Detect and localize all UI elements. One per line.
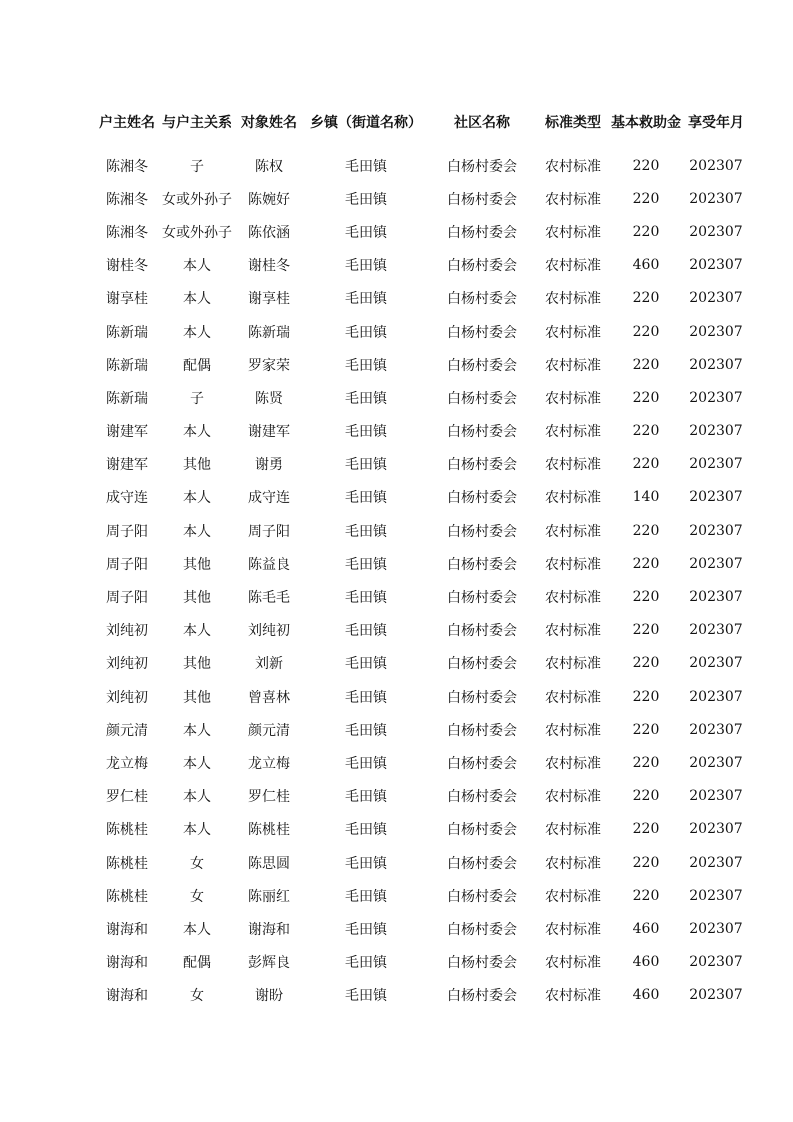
cell-community: 白杨村委会: [447, 390, 517, 407]
cell-recipient-name: 刘新: [255, 656, 283, 673]
table-header-row: [92, 97, 748, 149]
cell-basic-relief: 220: [632, 223, 660, 240]
cell-recipient-name: 陈权: [255, 158, 283, 175]
cell-township: 毛田镇: [345, 755, 387, 772]
cell-basic-relief: 220: [632, 157, 660, 174]
cell-standard-type: 农村标准: [545, 258, 601, 275]
cell-relation: 本人: [183, 523, 211, 540]
cell-standard-type: 农村标准: [545, 424, 601, 441]
cell-community: 白杨村委会: [447, 656, 517, 673]
cell-period: 202307: [689, 854, 743, 871]
cell-standard-type: 农村标准: [545, 955, 601, 972]
cell-standard-type: 农村标准: [545, 888, 601, 905]
cell-township: 毛田镇: [345, 988, 387, 1005]
cell-household-head: 陈新瑞: [106, 324, 148, 341]
cell-basic-relief: 220: [632, 423, 660, 440]
cell-period: 202307: [689, 954, 743, 971]
cell-relation: 本人: [183, 789, 211, 806]
cell-basic-relief: 220: [632, 589, 660, 606]
cell-relation: 其他: [183, 590, 211, 607]
header-community: 社区名称: [454, 115, 510, 131]
cell-relation: 配偶: [183, 357, 211, 374]
cell-household-head: 陈桃桂: [106, 888, 148, 905]
cell-standard-type: 农村标准: [545, 822, 601, 839]
cell-relation: 女: [190, 988, 204, 1005]
cell-basic-relief: 220: [632, 887, 660, 904]
cell-standard-type: 农村标准: [545, 324, 601, 341]
cell-household-head: 陈桃桂: [106, 855, 148, 872]
cell-township: 毛田镇: [345, 191, 387, 208]
cell-basic-relief: 460: [632, 920, 660, 937]
cell-standard-type: 农村标准: [545, 921, 601, 938]
table-row: [92, 647, 748, 680]
table-row: [92, 979, 748, 1012]
cell-household-head: 谢享桂: [106, 291, 148, 308]
cell-relation: 配偶: [183, 955, 211, 972]
cell-period: 202307: [689, 323, 743, 340]
cell-period: 202307: [689, 456, 743, 473]
cell-standard-type: 农村标准: [545, 291, 601, 308]
cell-community: 白杨村委会: [447, 855, 517, 872]
table-row: [92, 481, 748, 514]
cell-relation: 本人: [183, 291, 211, 308]
cell-period: 202307: [689, 589, 743, 606]
table-row: [92, 514, 748, 547]
table-row: [92, 315, 748, 348]
cell-township: 毛田镇: [345, 689, 387, 706]
cell-relation: 本人: [183, 324, 211, 341]
cell-basic-relief: 220: [632, 788, 660, 805]
table-body: [92, 149, 748, 1012]
cell-community: 白杨村委会: [447, 324, 517, 341]
cell-community: 白杨村委会: [447, 789, 517, 806]
cell-relation: 本人: [183, 258, 211, 275]
cell-township: 毛田镇: [345, 656, 387, 673]
cell-township: 毛田镇: [345, 822, 387, 839]
cell-township: 毛田镇: [345, 424, 387, 441]
cell-period: 202307: [689, 920, 743, 937]
cell-recipient-name: 曾喜林: [248, 689, 290, 706]
header-basic-relief: 基本救助金: [611, 115, 681, 131]
cell-basic-relief: 220: [632, 356, 660, 373]
cell-recipient-name: 陈丽红: [248, 888, 290, 905]
cell-relation: 女或外孙子: [162, 224, 232, 241]
cell-relation: 本人: [183, 424, 211, 441]
cell-township: 毛田镇: [345, 556, 387, 573]
cell-household-head: 周子阳: [106, 590, 148, 607]
cell-recipient-name: 陈桃桂: [248, 822, 290, 839]
cell-township: 毛田镇: [345, 789, 387, 806]
cell-recipient-name: 刘纯初: [248, 623, 290, 640]
cell-household-head: 龙立梅: [106, 755, 148, 772]
cell-household-head: 罗仁桂: [106, 789, 148, 806]
cell-period: 202307: [689, 788, 743, 805]
cell-period: 202307: [689, 522, 743, 539]
table-row: [92, 879, 748, 912]
cell-township: 毛田镇: [345, 224, 387, 241]
cell-household-head: 谢海和: [106, 988, 148, 1005]
cell-standard-type: 农村标准: [545, 855, 601, 872]
cell-period: 202307: [689, 290, 743, 307]
cell-basic-relief: 220: [632, 622, 660, 639]
cell-recipient-name: 陈依涵: [248, 224, 290, 241]
cell-standard-type: 农村标准: [545, 590, 601, 607]
cell-community: 白杨村委会: [447, 689, 517, 706]
cell-relation: 本人: [183, 755, 211, 772]
table-row: [92, 746, 748, 779]
table-row: [92, 215, 748, 248]
table-row: [92, 249, 748, 282]
cell-community: 白杨村委会: [447, 623, 517, 640]
cell-township: 毛田镇: [345, 457, 387, 474]
cell-basic-relief: 220: [632, 290, 660, 307]
cell-township: 毛田镇: [345, 722, 387, 739]
cell-recipient-name: 罗家荣: [248, 357, 290, 374]
cell-basic-relief: 220: [632, 456, 660, 473]
cell-township: 毛田镇: [345, 490, 387, 507]
cell-township: 毛田镇: [345, 357, 387, 374]
cell-township: 毛田镇: [345, 390, 387, 407]
cell-township: 毛田镇: [345, 955, 387, 972]
cell-standard-type: 农村标准: [545, 789, 601, 806]
cell-recipient-name: 颜元清: [248, 722, 290, 739]
cell-township: 毛田镇: [345, 324, 387, 341]
cell-basic-relief: 220: [632, 721, 660, 738]
cell-relation: 子: [190, 158, 204, 175]
cell-relation: 本人: [183, 623, 211, 640]
cell-household-head: 陈新瑞: [106, 390, 148, 407]
cell-period: 202307: [689, 555, 743, 572]
table-row: [92, 149, 748, 182]
cell-recipient-name: 陈新瑞: [248, 324, 290, 341]
cell-township: 毛田镇: [345, 590, 387, 607]
cell-township: 毛田镇: [345, 623, 387, 640]
cell-township: 毛田镇: [345, 888, 387, 905]
cell-township: 毛田镇: [345, 158, 387, 175]
cell-basic-relief: 220: [632, 821, 660, 838]
cell-standard-type: 农村标准: [545, 556, 601, 573]
cell-recipient-name: 谢盼: [255, 988, 283, 1005]
cell-household-head: 刘纯初: [106, 689, 148, 706]
cell-household-head: 刘纯初: [106, 623, 148, 640]
cell-community: 白杨村委会: [447, 424, 517, 441]
cell-basic-relief: 220: [632, 854, 660, 871]
header-relation: 与户主关系: [162, 115, 232, 131]
cell-recipient-name: 陈毛毛: [248, 590, 290, 607]
cell-basic-relief: 220: [632, 190, 660, 207]
cell-basic-relief: 220: [632, 555, 660, 572]
cell-standard-type: 农村标准: [545, 623, 601, 640]
cell-period: 202307: [689, 423, 743, 440]
cell-community: 白杨村委会: [447, 556, 517, 573]
cell-period: 202307: [689, 257, 743, 274]
cell-standard-type: 农村标准: [545, 656, 601, 673]
header-period: 享受年月: [688, 115, 744, 131]
cell-household-head: 成守连: [106, 490, 148, 507]
header-recipient-name: 对象姓名: [241, 115, 297, 131]
cell-household-head: 刘纯初: [106, 656, 148, 673]
table-row: [92, 547, 748, 580]
cell-household-head: 陈新瑞: [106, 357, 148, 374]
cell-period: 202307: [689, 223, 743, 240]
table-row: [92, 680, 748, 713]
cell-basic-relief: 220: [632, 522, 660, 539]
cell-standard-type: 农村标准: [545, 722, 601, 739]
cell-period: 202307: [689, 356, 743, 373]
cell-basic-relief: 220: [632, 655, 660, 672]
cell-period: 202307: [689, 190, 743, 207]
header-household-head: 户主姓名: [99, 115, 155, 131]
table-row: [92, 580, 748, 613]
cell-period: 202307: [689, 622, 743, 639]
table-row: [92, 946, 748, 979]
cell-community: 白杨村委会: [447, 955, 517, 972]
cell-recipient-name: 成守连: [248, 490, 290, 507]
cell-basic-relief: 220: [632, 688, 660, 705]
cell-recipient-name: 谢勇: [255, 457, 283, 474]
cell-relation: 本人: [183, 822, 211, 839]
cell-standard-type: 农村标准: [545, 224, 601, 241]
cell-recipient-name: 谢海和: [248, 921, 290, 938]
cell-household-head: 周子阳: [106, 523, 148, 540]
table-row: [92, 713, 748, 746]
cell-recipient-name: 陈贤: [255, 390, 283, 407]
cell-standard-type: 农村标准: [545, 357, 601, 374]
cell-community: 白杨村委会: [447, 921, 517, 938]
cell-community: 白杨村委会: [447, 988, 517, 1005]
cell-community: 白杨村委会: [447, 291, 517, 308]
cell-period: 202307: [689, 655, 743, 672]
cell-period: 202307: [689, 754, 743, 771]
cell-period: 202307: [689, 157, 743, 174]
cell-period: 202307: [689, 721, 743, 738]
table-row: [92, 381, 748, 414]
cell-community: 白杨村委会: [447, 523, 517, 540]
cell-standard-type: 农村标准: [545, 755, 601, 772]
cell-community: 白杨村委会: [447, 888, 517, 905]
table-row: [92, 448, 748, 481]
cell-household-head: 颜元清: [106, 722, 148, 739]
cell-period: 202307: [689, 821, 743, 838]
cell-standard-type: 农村标准: [545, 988, 601, 1005]
cell-recipient-name: 谢桂冬: [248, 258, 290, 275]
cell-standard-type: 农村标准: [545, 689, 601, 706]
cell-relation: 女或外孙子: [162, 191, 232, 208]
table-row: [92, 912, 748, 945]
cell-township: 毛田镇: [345, 291, 387, 308]
cell-household-head: 陈桃桂: [106, 822, 148, 839]
cell-recipient-name: 罗仁桂: [248, 789, 290, 806]
cell-recipient-name: 谢建军: [248, 424, 290, 441]
cell-recipient-name: 彭辉良: [248, 955, 290, 972]
cell-household-head: 陈湘冬: [106, 158, 148, 175]
cell-basic-relief: 220: [632, 389, 660, 406]
cell-relation: 女: [190, 855, 204, 872]
table-row: [92, 282, 748, 315]
cell-community: 白杨村委会: [447, 755, 517, 772]
header-township: 乡镇（街道名称）: [310, 115, 422, 131]
cell-standard-type: 农村标准: [545, 523, 601, 540]
cell-standard-type: 农村标准: [545, 457, 601, 474]
cell-township: 毛田镇: [345, 921, 387, 938]
cell-relation: 女: [190, 888, 204, 905]
table-row: [92, 813, 748, 846]
cell-community: 白杨村委会: [447, 224, 517, 241]
cell-basic-relief: 460: [632, 954, 660, 971]
cell-relation: 其他: [183, 656, 211, 673]
cell-relation: 子: [190, 390, 204, 407]
cell-township: 毛田镇: [345, 855, 387, 872]
cell-community: 白杨村委会: [447, 490, 517, 507]
cell-household-head: 谢建军: [106, 424, 148, 441]
cell-basic-relief: 140: [632, 489, 660, 506]
cell-household-head: 陈湘冬: [106, 191, 148, 208]
cell-period: 202307: [689, 987, 743, 1004]
cell-community: 白杨村委会: [447, 722, 517, 739]
cell-relation: 本人: [183, 722, 211, 739]
cell-household-head: 谢海和: [106, 955, 148, 972]
cell-period: 202307: [689, 389, 743, 406]
cell-recipient-name: 陈婉好: [248, 191, 290, 208]
cell-community: 白杨村委会: [447, 590, 517, 607]
cell-household-head: 谢海和: [106, 921, 148, 938]
cell-recipient-name: 陈益良: [248, 556, 290, 573]
cell-household-head: 谢桂冬: [106, 258, 148, 275]
table-row: [92, 415, 748, 448]
cell-recipient-name: 周子阳: [248, 523, 290, 540]
table-row: [92, 846, 748, 879]
cell-basic-relief: 220: [632, 323, 660, 340]
cell-township: 毛田镇: [345, 523, 387, 540]
cell-community: 白杨村委会: [447, 357, 517, 374]
table-row: [92, 614, 748, 647]
header-standard-type: 标准类型: [545, 115, 601, 131]
cell-relation: 其他: [183, 457, 211, 474]
table-row: [92, 182, 748, 215]
cell-relation: 本人: [183, 921, 211, 938]
cell-standard-type: 农村标准: [545, 191, 601, 208]
cell-relation: 其他: [183, 556, 211, 573]
relief-table: [92, 97, 748, 1012]
cell-period: 202307: [689, 688, 743, 705]
cell-community: 白杨村委会: [447, 191, 517, 208]
cell-community: 白杨村委会: [447, 158, 517, 175]
cell-period: 202307: [689, 887, 743, 904]
cell-community: 白杨村委会: [447, 258, 517, 275]
cell-household-head: 谢建军: [106, 457, 148, 474]
cell-basic-relief: 220: [632, 754, 660, 771]
cell-basic-relief: 460: [632, 257, 660, 274]
cell-recipient-name: 谢享桂: [248, 291, 290, 308]
cell-relation: 其他: [183, 689, 211, 706]
cell-recipient-name: 龙立梅: [248, 755, 290, 772]
cell-community: 白杨村委会: [447, 822, 517, 839]
cell-household-head: 周子阳: [106, 556, 148, 573]
cell-standard-type: 农村标准: [545, 158, 601, 175]
cell-household-head: 陈湘冬: [106, 224, 148, 241]
cell-relation: 本人: [183, 490, 211, 507]
cell-period: 202307: [689, 489, 743, 506]
cell-community: 白杨村委会: [447, 457, 517, 474]
cell-recipient-name: 陈思圆: [248, 855, 290, 872]
cell-basic-relief: 460: [632, 987, 660, 1004]
table-row: [92, 780, 748, 813]
cell-standard-type: 农村标准: [545, 490, 601, 507]
table-row: [92, 348, 748, 381]
cell-standard-type: 农村标准: [545, 390, 601, 407]
cell-township: 毛田镇: [345, 258, 387, 275]
